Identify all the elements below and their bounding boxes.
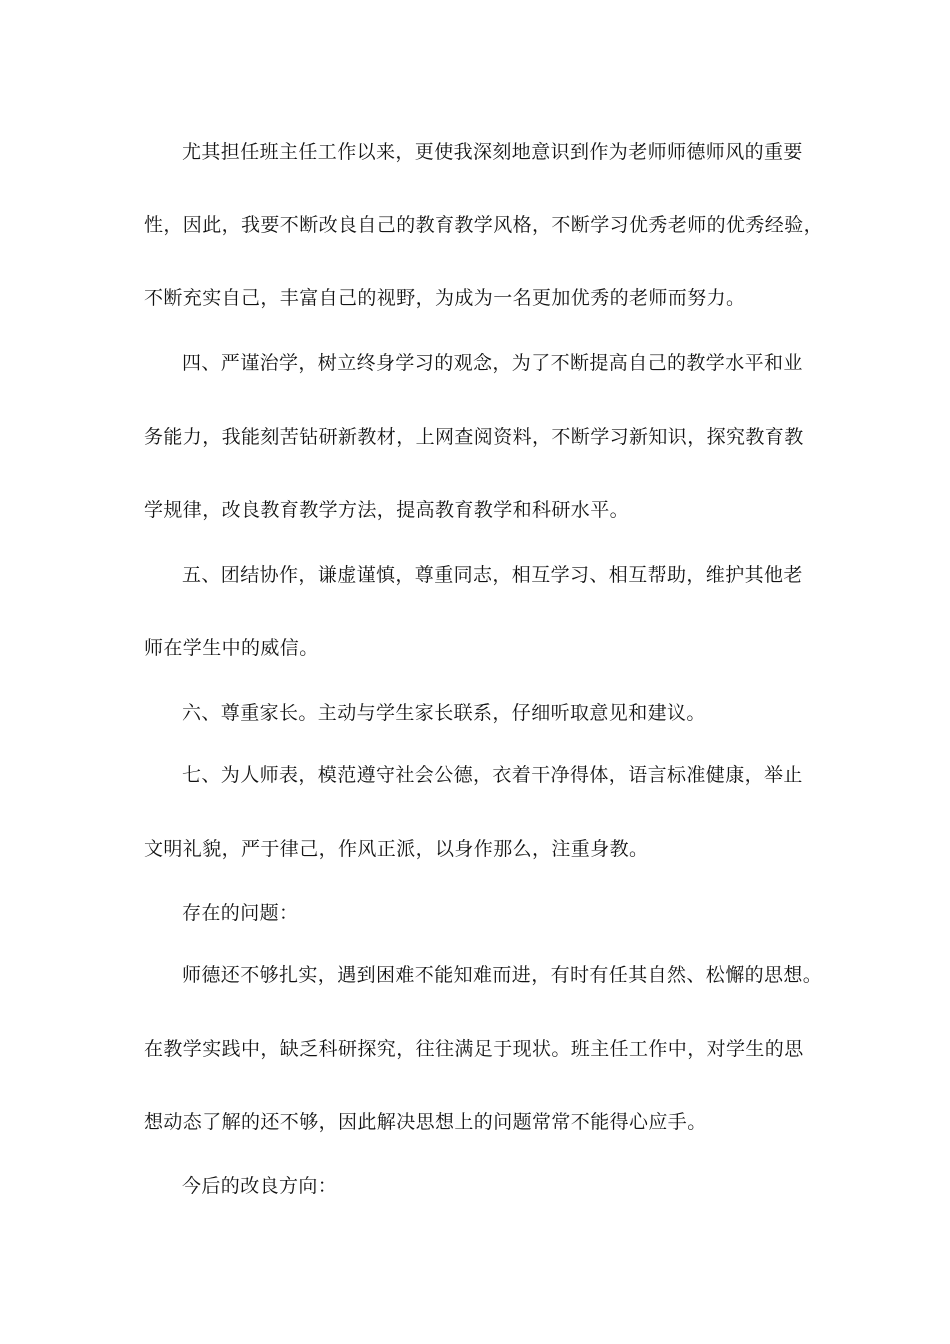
paragraph-line: 学规律，改良教育教学方法，提高教育教学和科研水平。 bbox=[144, 499, 630, 521]
paragraph-line: 七、为人师表，模范遵守社会公德，衣着干净得体，语言标准健康，举止 bbox=[182, 764, 803, 786]
paragraph-line: 尤其担任班主任工作以来，更使我深刻地意识到作为老师师德师风的重要 bbox=[182, 141, 803, 163]
paragraph-line: 在教学实践中，缺乏科研探究，往往满足于现状。班主任工作中，对学生的思 bbox=[144, 1038, 804, 1060]
paragraph-line: 性，因此，我要不断改良自己的教育教学风格，不断学习优秀老师的优秀经验， bbox=[144, 214, 824, 236]
section-heading: 今后的改良方向： bbox=[182, 1175, 338, 1197]
paragraph-line: 文明礼貌，严于律己，作风正派，以身作那么，注重身教。 bbox=[144, 838, 649, 860]
paragraph-line: 务能力，我能刻苦钻研新教材，上网查阅资料，不断学习新知识，探究教育教 bbox=[144, 426, 804, 448]
paragraph-line: 师在学生中的威信。 bbox=[144, 637, 319, 659]
paragraph-line: 四、严谨治学，树立终身学习的观念，为了不断提高自己的教学水平和业 bbox=[182, 352, 803, 374]
paragraph-line: 五、团结协作，谦虚谨慎，尊重同志，相互学习、相互帮助，维护其他老 bbox=[182, 564, 803, 586]
section-heading: 存在的问题： bbox=[182, 902, 299, 924]
paragraph-line: 想动态了解的还不够，因此解决思想上的问题常常不能得心应手。 bbox=[144, 1111, 707, 1133]
paragraph-line: 师德还不够扎实，遇到困难不能知难而进，有时有任其自然、松懈的思想。 bbox=[182, 964, 823, 986]
paragraph-line: 不断充实自己，丰富自己的视野，为成为一名更加优秀的老师而努力。 bbox=[144, 287, 746, 309]
paragraph-line: 六、尊重家长。主动与学生家长联系，仔细听取意见和建议。 bbox=[182, 702, 706, 724]
